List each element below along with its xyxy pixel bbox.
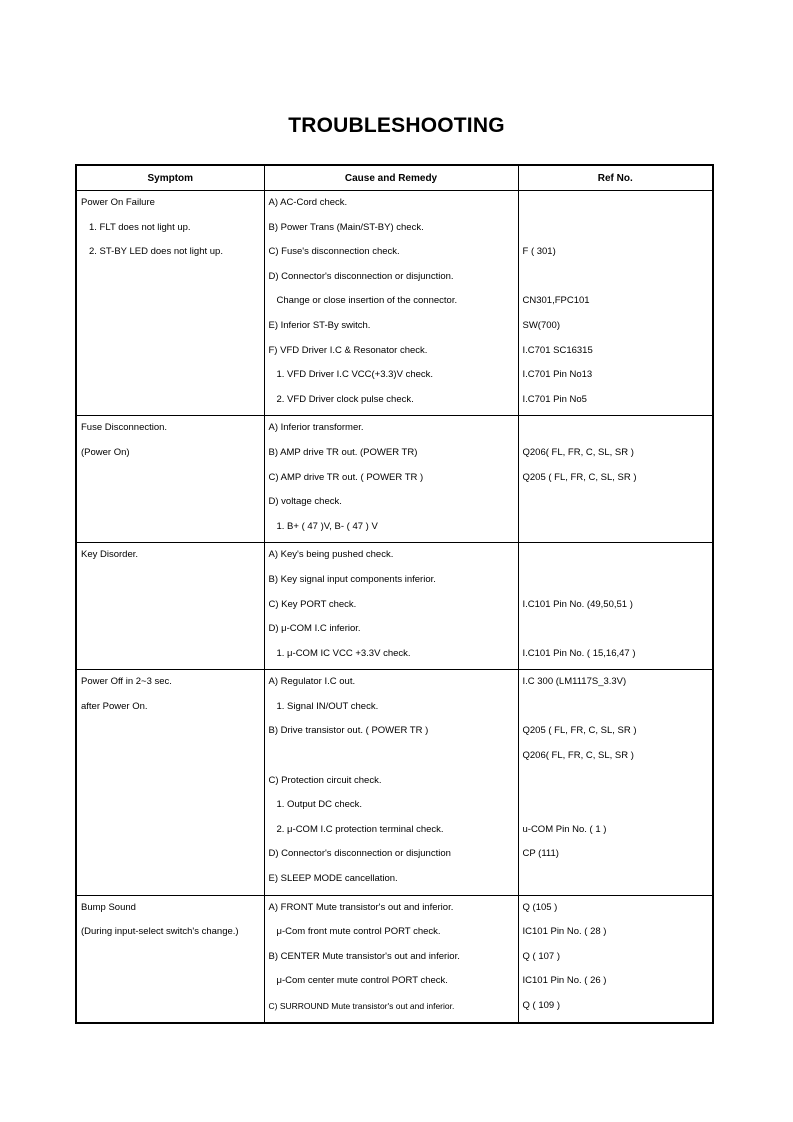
header-ref-no: Ref No. — [518, 165, 713, 191]
symptom-cell — [76, 416, 264, 543]
line-text: Q ( 107 ) — [522, 950, 560, 962]
line-text — [77, 819, 264, 844]
cause-remedy-cell — [264, 670, 518, 895]
table-header-row — [76, 165, 713, 191]
line-text — [519, 569, 713, 594]
line-text: (Power On) — [81, 446, 130, 458]
line-text — [519, 770, 713, 795]
ref-no-cell — [518, 670, 713, 895]
line-text: u-COM Pin No. ( 1 ) — [522, 823, 607, 835]
line-text: B) Power Trans (Main/ST-BY) check. — [268, 221, 424, 233]
line-text: Power Off in 2~3 sec. — [81, 676, 172, 688]
cause-remedy-cell — [264, 416, 518, 543]
line-text: CN301,FPC101 — [522, 295, 590, 307]
line-text: I.C101 Pin No. ( 15,16,47 ) — [522, 647, 636, 659]
troubleshooting-table — [75, 164, 714, 1024]
line-text — [77, 995, 264, 1020]
line-text: Key Disorder. — [81, 549, 139, 561]
line-text: I.C701 Pin No5 — [522, 393, 587, 405]
ref-no-cell — [518, 543, 713, 670]
page-title: TROUBLESHOOTING — [288, 114, 505, 137]
line-text: E) Inferior ST-By switch. — [268, 319, 371, 331]
cause-remedy-cell — [264, 543, 518, 670]
symptom-cell — [76, 543, 264, 670]
line-text: SW(700) — [522, 319, 560, 331]
line-text: A) Key's being pushed check. — [268, 549, 394, 561]
line-text: IC101 Pin No. ( 28 ) — [522, 926, 607, 938]
symptom-cell — [76, 670, 264, 895]
table-row — [76, 416, 713, 543]
line-text — [519, 618, 713, 643]
line-text: (During input-select switch's change.) — [81, 926, 239, 938]
line-text: 1. VFD Driver I.C VCC(+3.3)V check. — [276, 369, 434, 381]
line-text — [77, 843, 264, 868]
line-text: after Power On. — [81, 700, 148, 712]
line-text: μ-Com front mute control PORT check. — [276, 926, 441, 938]
line-text — [77, 594, 264, 619]
line-text: I.C701 Pin No13 — [522, 369, 593, 381]
line-text: B) AMP drive TR out. (POWER TR) — [268, 446, 418, 458]
line-text — [77, 266, 264, 291]
line-text: 1. FLT does not light up. — [89, 221, 191, 233]
line-text: D) voltage check. — [268, 496, 342, 508]
table-body — [76, 191, 713, 1023]
table-row — [76, 543, 713, 670]
line-text: 1. μ-COM IC VCC +3.3V check. — [276, 647, 411, 659]
line-text: F ( 301) — [522, 246, 556, 258]
line-text: C) Key PORT check. — [268, 598, 357, 610]
line-text: C) Protection circuit check. — [268, 774, 382, 786]
line-text — [77, 290, 264, 315]
table-row — [76, 670, 713, 895]
line-text — [519, 192, 713, 217]
symptom-cell — [76, 191, 264, 416]
line-text — [77, 794, 264, 819]
line-text — [77, 970, 264, 995]
line-text: B) Key signal input components inferior. — [268, 573, 436, 585]
line-text: B) Drive transistor out. ( POWER TR ) — [268, 725, 429, 737]
line-text: CP (111) — [522, 848, 559, 860]
line-text: A) Regulator I.C out. — [268, 676, 356, 688]
line-text — [77, 770, 264, 795]
line-text: Bump Sound — [81, 901, 136, 913]
line-text: D) Connector's disconnection or disjunction. — [268, 270, 454, 282]
line-text — [77, 569, 264, 594]
line-text: μ-Com center mute control PORT check. — [276, 975, 448, 987]
line-text: IC101 Pin No. ( 26 ) — [522, 975, 607, 987]
line-text: D) Connector's disconnection or disjunction — [268, 848, 451, 860]
line-text — [77, 315, 264, 340]
line-text: C) Fuse's disconnection check. — [268, 246, 400, 258]
line-text — [77, 389, 264, 414]
line-text — [77, 946, 264, 971]
symptom-cell — [76, 895, 264, 1022]
line-text — [519, 794, 713, 819]
line-text: 1. Output DC check. — [276, 799, 363, 811]
line-text: Change or close insertion of the connector. — [276, 295, 458, 307]
ref-no-cell — [518, 191, 713, 416]
line-text — [77, 364, 264, 389]
line-text — [519, 868, 713, 893]
line-text — [77, 720, 264, 745]
line-text: Q205 ( FL, FR, C, SL, SR ) — [522, 471, 637, 483]
line-text: 1. B+ ( 47 )V, B- ( 47 ) V — [276, 520, 378, 532]
cause-remedy-cell — [264, 191, 518, 416]
line-text: Fuse Disconnection. — [81, 422, 168, 434]
line-text: Q205 ( FL, FR, C, SL, SR ) — [522, 725, 637, 737]
line-text: D) μ-COM I.C inferior. — [268, 623, 361, 635]
line-text — [77, 340, 264, 365]
line-text: I.C101 Pin No. (49,50,51 ) — [522, 598, 633, 610]
line-text: A) Inferior transformer. — [268, 422, 364, 434]
line-text — [265, 745, 518, 770]
line-text: F) VFD Driver I.C & Resonator check. — [268, 344, 428, 356]
line-text — [77, 868, 264, 893]
line-text: I.C701 SC16315 — [522, 344, 593, 356]
line-text: I.C 300 (LM1117S_3.3V) — [522, 676, 627, 688]
line-text — [77, 467, 264, 492]
line-text — [519, 696, 713, 721]
line-text: Q ( 109 ) — [522, 1000, 560, 1011]
line-text — [519, 266, 713, 291]
line-text: A) FRONT Mute transistor's out and inferior. — [268, 901, 454, 913]
line-text: C) SURROUND Mute transistor's out and inferior. — [268, 1001, 455, 1011]
line-text — [77, 516, 264, 541]
ref-no-cell — [518, 895, 713, 1022]
line-text: Q206( FL, FR, C, SL, SR ) — [522, 446, 634, 458]
line-text: 2. μ-COM I.C protection terminal check. — [276, 823, 444, 835]
line-text — [77, 491, 264, 516]
header-cause-and-remedy: Cause and Remedy — [264, 165, 518, 191]
line-text — [519, 417, 713, 442]
line-text: E) SLEEP MODE cancellation. — [268, 873, 398, 885]
line-text — [77, 745, 264, 770]
line-text — [519, 544, 713, 569]
table-row — [76, 895, 713, 1022]
line-text — [77, 618, 264, 643]
line-text — [519, 516, 713, 541]
line-text: C) AMP drive TR out. ( POWER TR ) — [268, 471, 424, 483]
line-text — [77, 643, 264, 668]
ref-no-cell — [518, 416, 713, 543]
line-text: Power On Failure — [81, 197, 155, 208]
line-text: 2. ST-BY LED does not light up. — [89, 246, 223, 258]
table-row — [76, 191, 713, 416]
line-text: 1. Signal IN/OUT check. — [276, 700, 379, 712]
line-text — [519, 491, 713, 516]
line-text: Q206( FL, FR, C, SL, SR ) — [522, 750, 634, 762]
line-text: B) CENTER Mute transistor's out and inferior. — [268, 950, 460, 962]
cause-remedy-cell — [264, 895, 518, 1022]
line-text: 2. VFD Driver clock pulse check. — [276, 393, 414, 405]
header-symptom: Symptom — [76, 165, 264, 191]
line-text: A) AC-Cord check. — [268, 197, 348, 208]
line-text — [519, 217, 713, 242]
line-text: Q (105 ) — [522, 901, 558, 913]
